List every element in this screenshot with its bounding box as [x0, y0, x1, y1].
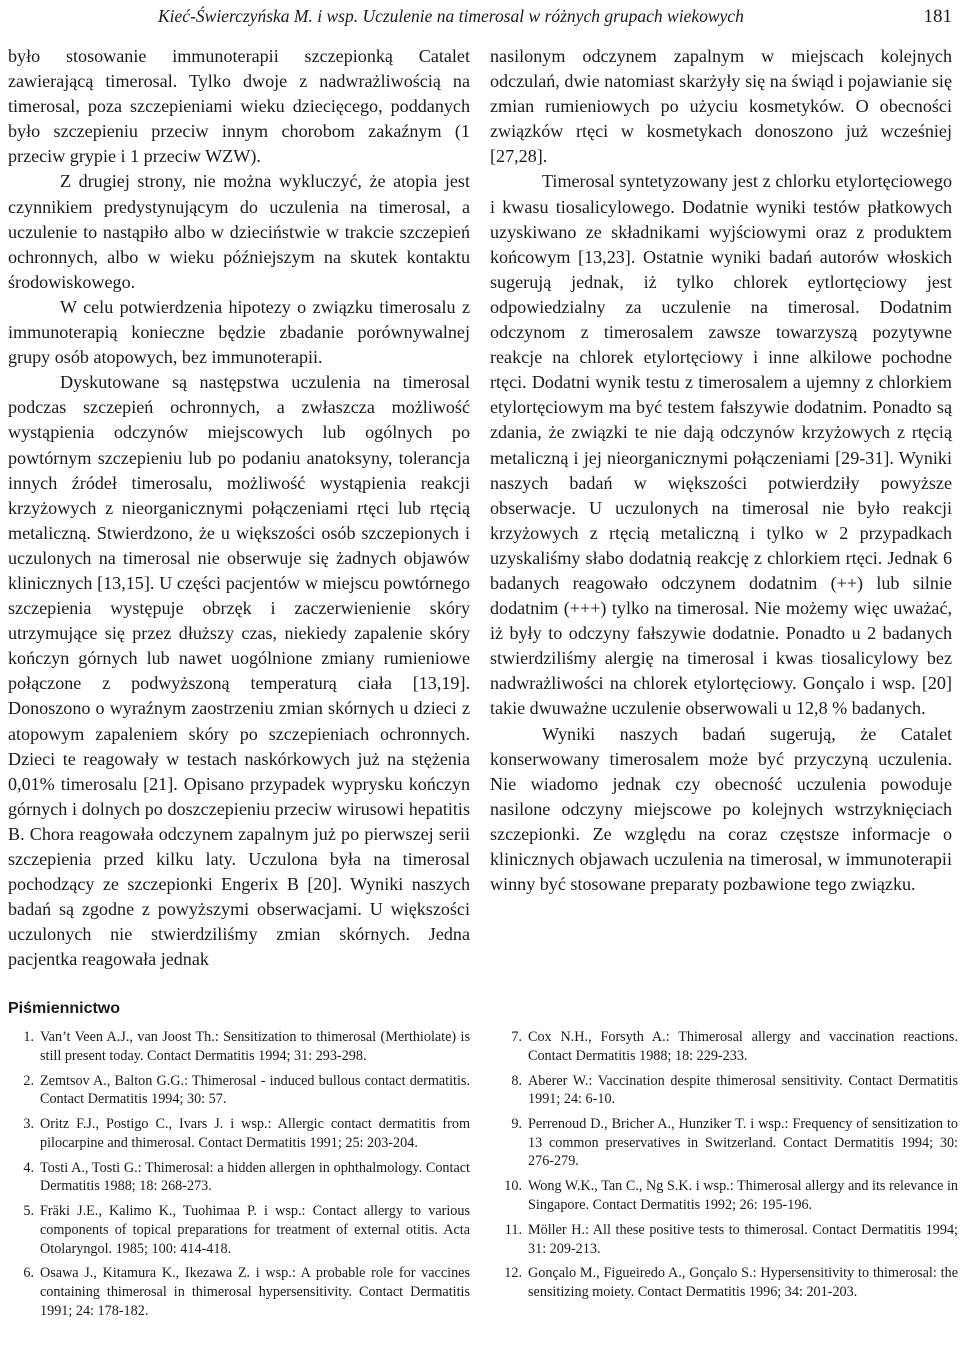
reference-text: Osawa J., Kitamura K., Ikezawa Z. i wsp.: A probable role for vaccines containing thimerosal in thimerosal hypersensitivity. Contact Dermatitis 1991; 24: 178-182. — [40, 1265, 470, 1319]
paragraph: Z drugiej strony, nie można wykluczyć, że atopia jest czynnikiem predystynującym do uczulenia na timerosal, a uczulenie to nastąpiło albo w dzieciństwie w trakcie szczepień ochronnych, albo w wieku późniejszym na skutek kontaktu środowiskowego. — [8, 171, 470, 292]
reference-item — [504, 1221, 958, 1258]
paragraph: nasilonym odczynem zapalnym w miejscach kolejnych odczulań, dwie natomiast skarżyły się na świąd i pojawianie się zmian rumieniowych po użyciu kosmetyków. O obecności związków rtęci w kosmetykach donoszono już wcześniej [27,28]. — [490, 46, 952, 167]
paragraph: Wyniki naszych badań sugerują, że Catalet konserwowany timerosalem może być przyczyną uczulenia. Nie wiadomo jednak czy obecność uczulenia powoduje nasilone odczyny miejscowe po kolejnych wstrzyknięciach szczepionki. Ze względu na coraz częstsze informacje o klinicznych objawach uczulenia na timerosal, w immunoterapii winny być stosowane preparaty pozbawione tego związku. — [490, 723, 952, 895]
right-column — [490, 44, 952, 897]
reference-number: 12. — [504, 1265, 522, 1282]
reference-number: 11. — [504, 1221, 522, 1238]
reference-item — [23, 1264, 470, 1320]
reference-text: Oritz F.J., Postigo C., Ivars J. i wsp.: Allergic contact dermatitis from pilocarpine and thimerosal. Contact Dermatitis 1991; 25: 203-204. — [40, 1116, 470, 1151]
reference-text: Zemtsov A., Balton G.G.: Thimerosal - induced bullous contact dermatitis. Contact Dermatitis 1994; 30: 57. — [40, 1072, 470, 1108]
reference-number: 4. — [23, 1159, 34, 1176]
reference-item — [504, 1177, 958, 1214]
running-header — [0, 4, 960, 34]
reference-number: 9. — [511, 1116, 522, 1133]
reference-item — [23, 1202, 470, 1258]
reference-number: 8. — [511, 1072, 522, 1089]
reference-text: Aberer W.: Vaccination despite thimerosal sensitivity. Contact Dermatitis 1991; 24: 6-10. — [528, 1072, 958, 1108]
references-list-right — [504, 1028, 958, 1308]
reference-number: 10. — [504, 1178, 522, 1195]
reference-item — [23, 1028, 470, 1065]
reference-item — [23, 1115, 470, 1152]
reference-item — [511, 1072, 958, 1109]
running-title: Kieć-Świerczyńska M. i wsp. Uczulenie na timerosal w różnych grupach wiekowych — [158, 6, 744, 26]
references-heading: Piśmiennictwo — [8, 1000, 121, 1017]
reference-number: 5. — [23, 1203, 34, 1220]
reference-number: 3. — [23, 1116, 34, 1133]
reference-text: Tosti A., Tosti G.: Thimerosal: a hidden allergen in ophthalmology. Contact Dermatitis 1988; 18: 268-273. — [40, 1159, 470, 1195]
reference-number: 2. — [23, 1072, 34, 1089]
reference-item — [504, 1264, 958, 1301]
page-number: 181 — [923, 6, 952, 27]
reference-text: Gonçalo M., Figueiredo A., Gonçalo S.: Hypersensitivity to thimerosal: the sensitizing moiety. Contact Dermatitis 1996; 34: 201-203. — [528, 1265, 958, 1301]
reference-text: Van’t Veen A.J., van Joost Th.: Sensitization to thimerosal (Merthiolate) is still present today. Contact Dermatitis 1994; 31: 293-298. — [40, 1029, 470, 1064]
reference-item — [23, 1159, 470, 1196]
reference-number: 1. — [23, 1029, 34, 1045]
reference-text: Fräki J.E., Kalimo K., Tuohimaa P. i wsp.: Contact allergy to various components of topical preparations for treatment of external otitis. Acta Otolaryngol. 1985; 100: 414-418. — [40, 1203, 470, 1257]
reference-number: 6. — [23, 1265, 34, 1282]
reference-text: Wong W.K., Tan C., Ng S.K. i wsp.: Thimerosal allergy and its relevance in Singapore. Contact Dermatitis 1992; 26: 195-196. — [528, 1178, 958, 1213]
reference-number: 7. — [511, 1029, 522, 1045]
paragraph: Dyskutowane są następstwa uczulenia na timerosal podczas szczepień ochronnych, a zwłaszcza możliwość wystąpienia odczynów miejscowych lub ogólnych po powtórnym szczepieniu lub po podaniu anatoksyny, tolerancja innych źródeł timerosalu, możliwość wystąpienia reakcji krzyżowych z nieorganicznymi połączeniami rtęci lub rtęcią metaliczną. Stwierdzono, że u większości osób szczepionych i uczulonych na timerosal nie obserwuje się żadnych objawów klinicznych [13,15]. U części pacjentów w miejscu powtórnego szczepienia występuje obrzęk i zaczerwienienie skóry utrzymujące się przez dłuższy czas, niekiedy zapalenie skóry kończyn górnych lub nawet uogólnione zmiany rumieniowe połączone z podwyższoną temperaturą ciała [13,19]. Donoszono o wyraźnym zaostrzeniu zmian skórnych u dzieci z atopowym zapaleniem skóry po szczepieniach ochronnych. Dzieci te reagowały w testach naskórkowych już na stężenia 0,01% timerosalu [21]. Opisano przypadek wyprysku kończyn górnych i dolnych po doszczepieniu przeciw wirusowi hepatitis B. Chora reagowała odczynem zapalnym już po pierwszej serii szczepienia przed kilku laty. Uczulona była na timerosal pochodzący ze szczepionki Engerix B [20]. Wyniki naszych badań są zgodne z powyższymi obserwacjami. U większości uczulonych nie stwierdziliśmy zmian skórnych. Jedna pacjentka reagowała jednak — [8, 372, 470, 970]
reference-text: Möller H.: All these positive tests to thimerosal. Contact Dermatitis 1994; 31: 209-213. — [528, 1221, 958, 1257]
reference-item — [511, 1028, 958, 1065]
reference-item — [511, 1115, 958, 1171]
paragraph: Timerosal syntetyzowany jest z chlorku etylortęciowego i kwasu tiosalicylowego. Dodatnie wyniki testów płatkowych uzyskiwano ze składnikami wyjściowymi oraz z produktem końcowym [13,23]. Ostatnie wyniki badań autorów włoskich sugerują jednak, iż tylko chlorek eytlortęciowy jest odpowiedzialny za uczulenie na timerosal. Dodatnim odczynom z timerosalem zawsze towarzyszą pozytywne reakcje na chlorek etylortęciowy i inne alkilowe pochodne rtęci. Dodatni wynik testu z timerosalem a ujemny z chlorkiem etylortęciowym ma być testem fałszywie dodatnim. Ponadto są zdania, że związki te nie dają odczynów krzyżowych z rtęcią metaliczną i jej nieorganicznymi połączeniami [29-31]. Wyniki naszych badań w większości potwierdziły powyższe obserwacje. U uczulonych na timerosal nie było reakcji krzyżowych z rtęcią metaliczną i tylko w 2 przypadkach uzyskaliśmy słabo dodatnią reakcję z chlorkiem rtęci. Jednak 6 badanych reagowało odczynem dodatnim (++) lub silnie dodatnim (+++) tylko na timerosal. Nie możemy więc uważać, iż były to odczyny fałszywie dodatnie. Ponadto u 2 badanych stwierdziliśmy alergię na timerosal i kwas tiosalicylowy bez nadwrażliwości na chlorek etylortęciowy. Gonçalo i wsp. [20] takie dwuważne uczulenie obserwowali u 12,8 % badanych. — [490, 171, 952, 719]
left-column — [8, 44, 470, 972]
reference-item — [23, 1072, 470, 1109]
references-list-left — [23, 1028, 470, 1327]
reference-text: Perrenoud D., Bricher A., Hunziker T. i wsp.: Frequency of sensitization to 13 common preservatives in Switzerland. Contact Dermatitis 1994; 30: 276-279. — [528, 1116, 958, 1170]
paragraph: było stosowanie immunoterapii szczepionką Catalet zawierającą timerosal. Tylko dwoje z nadwrażliwością na timerosal, poza szczepieniami wieku dziecięcego, poddanych było szczepieniu przeciw innym chorobom zakaźnym (1 przeciw grypie i 1 przeciw WZW). — [8, 46, 470, 167]
paragraph: W celu potwierdzenia hipotezy o związku timerosalu z immunoterapią konieczne będzie zbadanie porównywalnej grupy osób atopowych, bez immunoterapii. — [8, 296, 470, 368]
reference-text: Cox N.H., Forsyth A.: Thimerosal allergy and vaccination reactions. Contact Dermatitis 1988; 18: 229-233. — [528, 1029, 958, 1064]
